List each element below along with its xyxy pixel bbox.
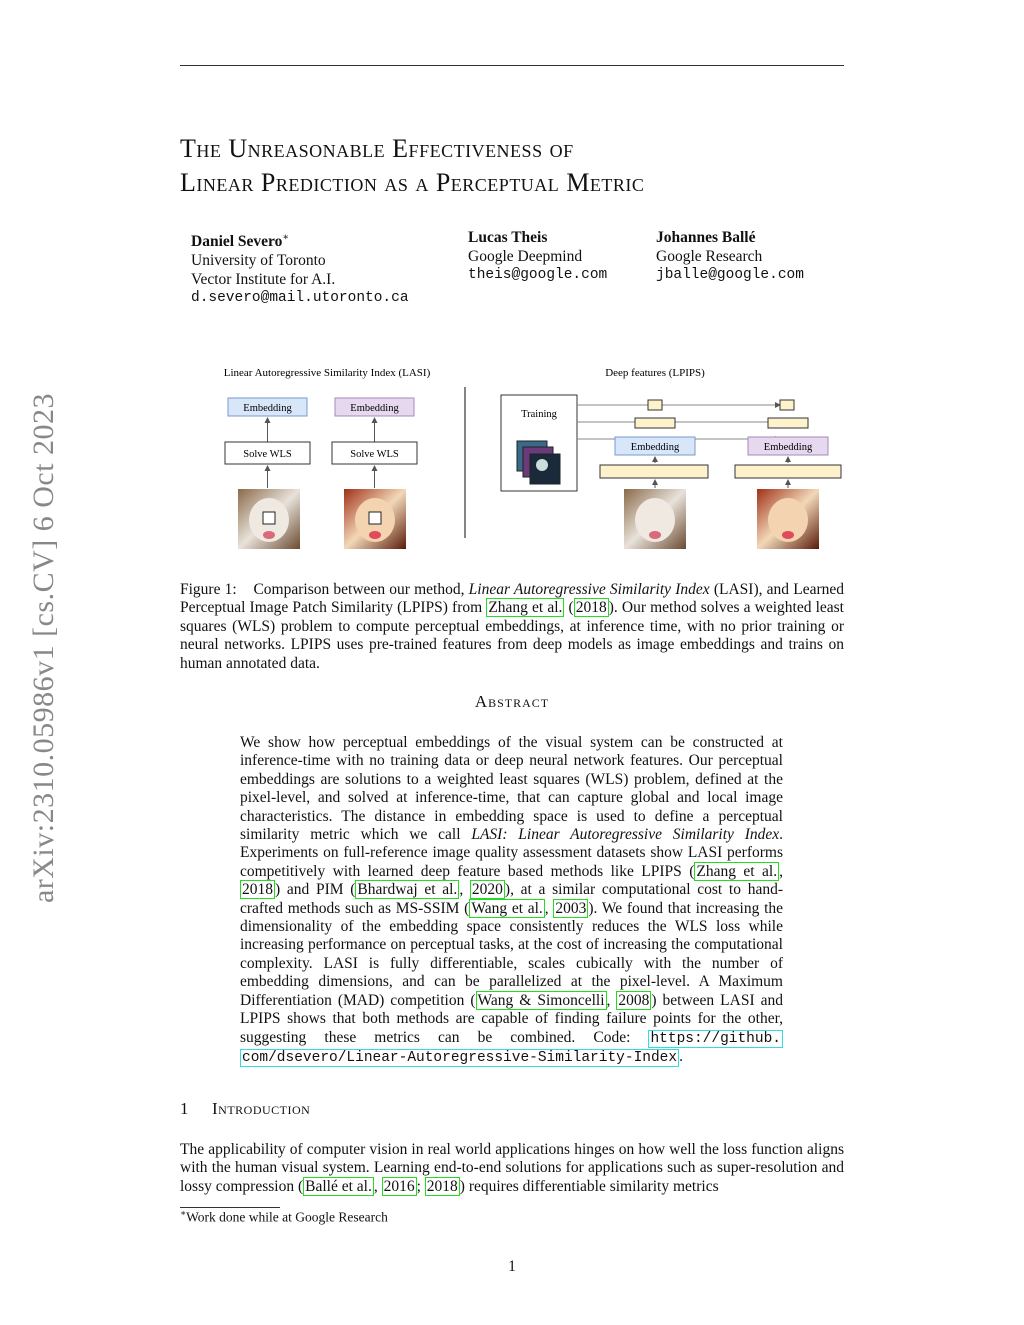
dog-image-distorted bbox=[344, 489, 406, 549]
title-word: Perceptual bbox=[435, 168, 567, 197]
footnote bbox=[180, 1208, 388, 1226]
feature-layer bbox=[600, 465, 708, 478]
citation-link[interactable]: 2018 bbox=[242, 881, 273, 899]
citation-link[interactable]: Bhardwaj et al. bbox=[357, 881, 458, 899]
abstract-text: . Experiments on full-reference image quality assessment datasets show LASI performs competitively with learned deep feature based methods like LPIPS ( bbox=[240, 826, 784, 880]
code-url-link[interactable]: https://github. bbox=[650, 1030, 781, 1047]
paper-title bbox=[180, 132, 880, 200]
feature-layer bbox=[635, 418, 675, 428]
author-name: Lucas Theis bbox=[468, 229, 548, 246]
caption-text: ( bbox=[564, 599, 574, 617]
lasi-embedding-label: Embedding bbox=[350, 403, 399, 414]
author-email[interactable]: d.severo@mail.utoronto.ca bbox=[191, 290, 409, 307]
intro-text: , bbox=[373, 1177, 382, 1195]
lpips-embedding-label: Embedding bbox=[630, 442, 680, 453]
citation-link[interactable]: 2003 bbox=[555, 899, 587, 917]
author-affiliation: Google Deepmind bbox=[468, 248, 583, 265]
lpips-embedding-label: Embedding bbox=[763, 442, 813, 453]
caption-text: (LASI), and Learned Perceptual Image Patch Similarity (LPIPS) from bbox=[180, 581, 844, 617]
abstract-text: ), at a similar computational cost to hand-crafted methods such as MS-SSIM ( bbox=[240, 881, 783, 917]
abstract-heading: Abstract bbox=[474, 692, 550, 711]
arxiv-stamp bbox=[0, 0, 100, 904]
caption-method: Linear Autoregressive Similarity Index bbox=[468, 581, 710, 598]
abstract-body bbox=[240, 734, 783, 1067]
caption-label: Figure 1: bbox=[180, 581, 237, 598]
intro-text: The applicability of computer vision in real world applications hinges on how well the loss function aligns with the human visual system. Learning end-to-end solutions for applications such as super-resolution and lossy compression ( bbox=[180, 1141, 844, 1195]
dog-image-distorted bbox=[757, 489, 819, 549]
citation-link[interactable]: 2018 bbox=[426, 1177, 458, 1195]
abstract-text: , bbox=[779, 862, 783, 880]
intro-text: ; bbox=[416, 1177, 425, 1195]
code-url-link[interactable]: com/dsevero/Linear-Autoregressive-Similarity-Index bbox=[242, 1049, 678, 1066]
footnote-text: Work done while at Google Research bbox=[186, 1209, 388, 1225]
author-affiliation: University of Toronto bbox=[191, 252, 326, 270]
author-email[interactable]: theis@google.com bbox=[468, 267, 608, 283]
caption-text: ). Our method solves a weighted least squares (WLS) problem to compute perceptual embeddings, at inference time, with no prior training or neural networks. LPIPS uses pre-trained features from deep models as image embeddings and trains on human annotated data. bbox=[180, 599, 844, 672]
top-rule bbox=[180, 65, 844, 66]
abstract-text: ) and PIM ( bbox=[275, 881, 356, 899]
abstract-text: ). We found that increasing the dimensionality of the embedding space consistently reduces the WLS loss while increasing performance on perceptual tasks, at the cost of increasing the computational complexity. LASI is fully differentiable, scales cubically with the number of embedding dimensions, and can be parallelized at the pixel-level. A Maximum Differentiation (MAD) competition ( bbox=[240, 899, 784, 1009]
intro-text: ) requires differentiable similarity metrics bbox=[459, 1177, 719, 1195]
solve-wls-label: Solve WLS bbox=[243, 449, 292, 460]
author-affiliation: Vector Institute for A.I. bbox=[191, 271, 336, 289]
lasi-embedding-label: Embedding bbox=[243, 403, 292, 414]
section-number: 1 bbox=[180, 1099, 189, 1118]
section-title: Introduction bbox=[212, 1099, 311, 1118]
citation-link[interactable]: 2016 bbox=[383, 1177, 415, 1195]
citation-link[interactable]: Ballé et al. bbox=[305, 1177, 372, 1195]
title-word: The bbox=[180, 134, 229, 163]
title-word: Effectiveness of bbox=[392, 134, 574, 163]
section-heading-introduction bbox=[180, 1099, 310, 1119]
citation-link[interactable]: Zhang et al. bbox=[696, 862, 778, 880]
lasi-title: Linear Autoregressive Similarity Index (LASI) bbox=[223, 367, 431, 379]
citation-link[interactable]: Wang et al. bbox=[471, 899, 543, 917]
feature-layer bbox=[768, 418, 808, 428]
abstract-emphasis: LASI: Linear Autoregressive Similarity Index bbox=[471, 826, 780, 844]
citation-link[interactable]: Zhang et al. bbox=[488, 599, 563, 617]
feature-layer bbox=[780, 400, 794, 410]
figure-1-diagram bbox=[180, 355, 850, 560]
author-name: Daniel Severo bbox=[191, 233, 283, 251]
title-word: Linear bbox=[180, 168, 261, 197]
training-label: Training bbox=[521, 409, 557, 420]
author-affiliation: Google Research bbox=[656, 248, 763, 265]
title-line-2 bbox=[180, 166, 880, 200]
figure-1-caption bbox=[180, 581, 844, 673]
feature-layer bbox=[648, 400, 662, 410]
dog-image-reference bbox=[238, 489, 300, 549]
citation-link[interactable]: 2018 bbox=[575, 599, 607, 617]
abstract-text: , bbox=[544, 899, 554, 917]
citation-link[interactable]: 2008 bbox=[618, 991, 650, 1009]
author-block-3 bbox=[656, 228, 804, 285]
author-name: Johannes Ballé bbox=[656, 229, 756, 246]
citation-link[interactable]: 2020 bbox=[471, 881, 503, 899]
arxiv-id: arXiv:2310.05986v1 [cs.CV] 6 Oct 2023 bbox=[27, 392, 60, 904]
abstract-text: We show how perceptual embeddings of the visual system can be constructed at inference-time with no training data or deep neural network features. Our perceptual embeddings are solutions to a weighted least squares (WLS) problem, defined at the pixel-level, and solved at inference-time, that can capture global and local image characteristics. The distance in embedding space is used to define a perceptual similarity metric which we call bbox=[240, 734, 783, 844]
abstract-text: , bbox=[606, 991, 617, 1009]
title-line-1 bbox=[180, 132, 880, 166]
caption-text: Comparison between our method, bbox=[253, 581, 469, 598]
abstract-text: . bbox=[679, 1047, 683, 1065]
title-word: Prediction as a bbox=[260, 168, 436, 197]
title-word: Metric bbox=[566, 168, 645, 197]
abstract-text: , bbox=[459, 881, 470, 899]
author-mark: ∗ bbox=[282, 232, 290, 243]
author-block-2 bbox=[468, 228, 607, 285]
solve-wls-label: Solve WLS bbox=[350, 449, 399, 460]
title-word: Unreasonable bbox=[228, 134, 393, 163]
lpips-title: Deep features (LPIPS) bbox=[605, 367, 705, 379]
author-email[interactable]: jballe@google.com bbox=[656, 267, 804, 283]
author-block-1 bbox=[191, 228, 409, 308]
page-number: 1 bbox=[508, 1258, 516, 1275]
dog-image-reference bbox=[624, 489, 686, 549]
abstract-text: ) between LASI and LPIPS shows that both methods are capable of finding failure points for the other, suggesting these metrics can be combined. Code: bbox=[240, 991, 783, 1046]
footnote-mark: ∗ bbox=[180, 1208, 187, 1218]
feature-layer bbox=[735, 465, 841, 478]
citation-link[interactable]: Wang & Simoncelli bbox=[477, 991, 605, 1009]
introduction-paragraph bbox=[180, 1141, 844, 1196]
